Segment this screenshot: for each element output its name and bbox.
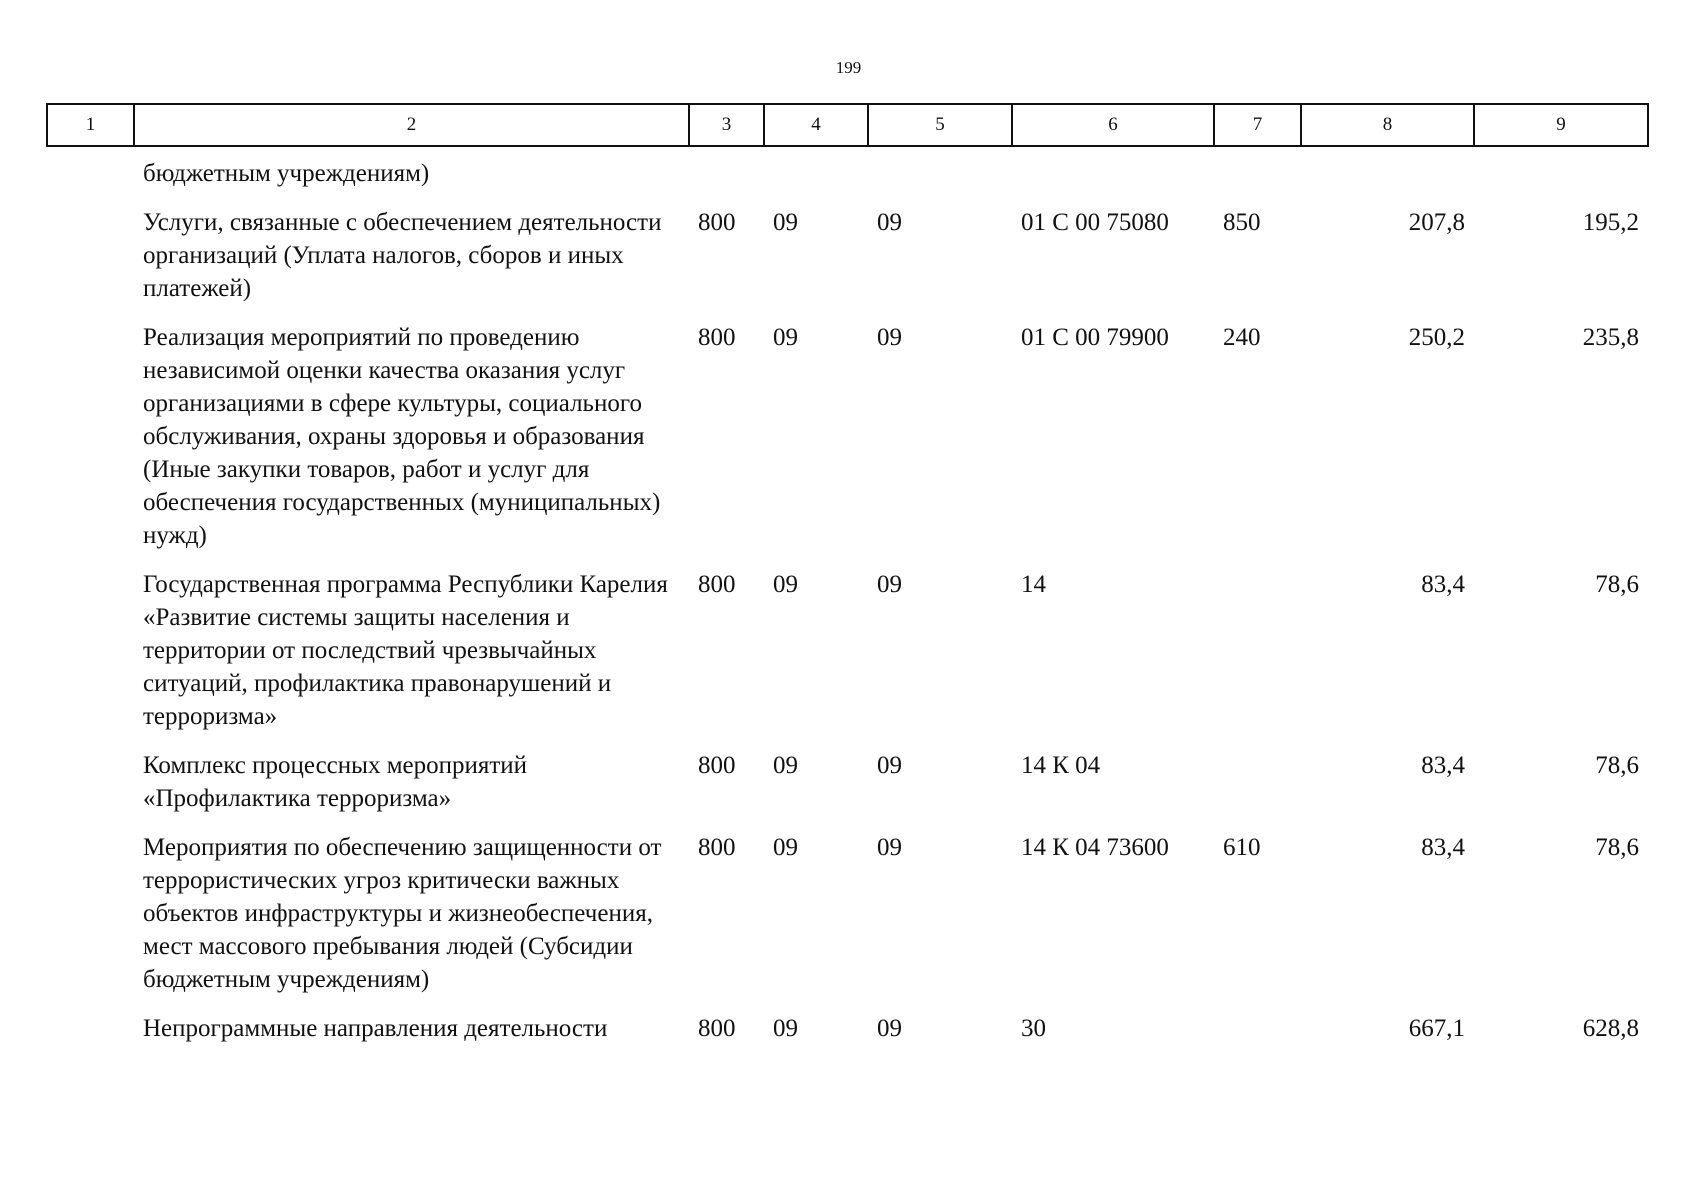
row-amount-col9: 78,6 <box>1595 571 1639 598</box>
row-target-item: 14 К 04 <box>1021 752 1101 779</box>
row-subsection: 09 <box>877 752 902 779</box>
row-amount-col8: 667,1 <box>1408 1015 1465 1042</box>
row-amount-col9: 235,8 <box>1582 324 1639 351</box>
row-amount-col8: 83,4 <box>1421 571 1465 598</box>
row-ministry-code: 800 <box>698 209 736 236</box>
row-empty-cell <box>47 1012 134 1061</box>
row-expense-type: 850 <box>1223 209 1261 236</box>
row-amount-col8: 250,2 <box>1408 324 1465 351</box>
row-ministry-code: 800 <box>698 752 736 779</box>
row-section: 09 <box>773 1015 798 1042</box>
budget-table <box>46 103 1649 1061</box>
row-name: Мероприятия по обеспечению защищенности от террористических угроз критически важных объектов инфраструктуры и жизнеобеспечения, мест массового пребывания людей (Субсидии бюджетным учреждениям) <box>143 834 662 993</box>
row-amount-col8: 83,4 <box>1421 834 1465 861</box>
row-amount-col8: 83,4 <box>1421 752 1465 779</box>
row-amount-col8 <box>1301 146 1474 206</box>
row-subsection: 09 <box>877 324 902 351</box>
row-name: Государственная программа Республики Карелия «Развитие системы защиты населения и территории от последствий чрезвычайных ситуаций, профилактика правонарушений и терроризма» <box>143 571 668 730</box>
table-row <box>47 321 1648 568</box>
row-empty-cell <box>47 206 134 321</box>
row-name: Реализация мероприятий по проведению независимой оценки качества оказания услуг организациями в сфере культуры, социального обслуживания, охраны здоровья и образования (Иные закупки товаров, работ и услуг для обеспечения государственных (муниципальных) нужд) <box>143 324 661 549</box>
row-section <box>764 146 868 206</box>
column-header-1: 1 <box>47 104 134 146</box>
row-ministry-code: 800 <box>698 1015 736 1042</box>
table-row <box>47 1012 1648 1061</box>
page-number: 199 <box>835 58 862 77</box>
column-header-6: 6 <box>1012 104 1214 146</box>
row-name: бюджетным учреждениям) <box>143 160 430 187</box>
row-name: Услуги, связанные с обеспечением деятельности организаций (Уплата налогов, сборов и иных платежей) <box>143 209 662 302</box>
table-row <box>47 206 1648 321</box>
row-name: Комплекс процессных мероприятий «Профилактика терроризма» <box>143 752 528 812</box>
row-amount-col9: 78,6 <box>1595 834 1639 861</box>
row-expense-type <box>1214 146 1301 206</box>
row-target-item <box>1012 146 1214 206</box>
column-header-4: 4 <box>764 104 868 146</box>
row-name: Непрограммные направления деятельности <box>143 1015 608 1042</box>
row-ministry-code: 800 <box>698 834 736 861</box>
row-section: 09 <box>773 209 798 236</box>
table-row <box>47 831 1648 1012</box>
row-empty-cell <box>47 321 134 568</box>
row-subsection: 09 <box>877 571 902 598</box>
row-target-item: 01 С 00 79900 <box>1021 324 1169 351</box>
row-expense-type <box>1214 568 1301 749</box>
row-subsection <box>868 146 1012 206</box>
row-expense-type: 240 <box>1223 324 1261 351</box>
row-section: 09 <box>773 324 798 351</box>
column-header-3: 3 <box>689 104 764 146</box>
row-expense-type: 610 <box>1223 834 1261 861</box>
column-header-9: 9 <box>1474 104 1648 146</box>
row-section: 09 <box>773 752 798 779</box>
row-subsection: 09 <box>877 209 902 236</box>
row-target-item: 30 <box>1021 1015 1046 1042</box>
column-header-5: 5 <box>868 104 1012 146</box>
row-amount-col9: 195,2 <box>1582 209 1639 236</box>
row-target-item: 14 К 04 73600 <box>1021 834 1169 861</box>
row-expense-type <box>1214 1012 1301 1061</box>
column-header-7: 7 <box>1214 104 1301 146</box>
row-amount-col9 <box>1474 146 1648 206</box>
row-target-item: 14 <box>1021 571 1046 598</box>
row-empty-cell <box>47 568 134 749</box>
table-row <box>47 568 1648 749</box>
row-empty-cell <box>47 749 134 831</box>
column-header-8: 8 <box>1301 104 1474 146</box>
row-section: 09 <box>773 571 798 598</box>
row-empty-cell <box>47 146 134 206</box>
row-section: 09 <box>773 834 798 861</box>
row-amount-col8: 207,8 <box>1408 209 1465 236</box>
row-ministry-code: 800 <box>698 324 736 351</box>
row-amount-col9: 628,8 <box>1582 1015 1639 1042</box>
row-subsection: 09 <box>877 834 902 861</box>
row-empty-cell <box>47 831 134 1012</box>
row-ministry-code <box>689 146 764 206</box>
row-subsection: 09 <box>877 1015 902 1042</box>
row-expense-type <box>1214 749 1301 831</box>
row-target-item: 01 С 00 75080 <box>1021 209 1169 236</box>
row-ministry-code: 800 <box>698 571 736 598</box>
table-row <box>47 146 1648 206</box>
row-amount-col9: 78,6 <box>1595 752 1639 779</box>
column-number-row <box>47 104 1648 146</box>
column-header-2: 2 <box>134 104 689 146</box>
table-row <box>47 749 1648 831</box>
